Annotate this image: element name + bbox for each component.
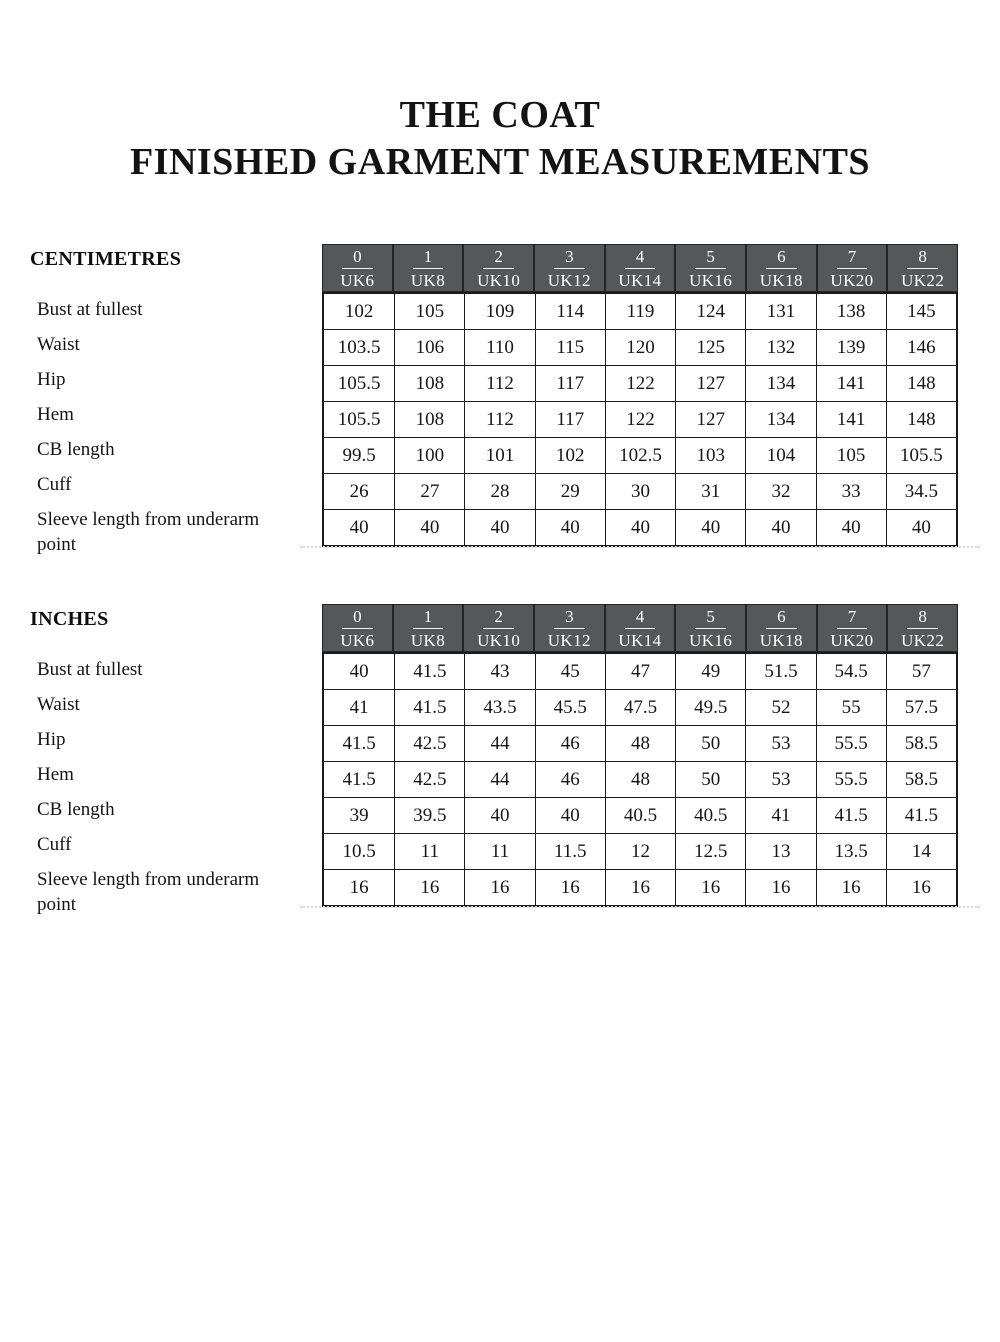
table-cell: 11: [464, 834, 534, 869]
table-cell: 40: [816, 510, 886, 545]
table-cell: 14: [886, 834, 956, 869]
table-cell: 40: [464, 510, 534, 545]
size-number: 7: [837, 247, 868, 269]
table-cell: 53: [745, 762, 815, 797]
table-row: [324, 725, 956, 761]
table-cell: 11.5: [535, 834, 605, 869]
table-cell: 103.5: [337, 336, 381, 358]
table-cell: 51.5: [745, 654, 815, 689]
size-header-cell: [606, 605, 675, 651]
table-cell: 46: [535, 726, 605, 761]
section-label-centimetres: CENTIMETRES: [30, 248, 182, 270]
table-cell: 41.5: [886, 798, 956, 833]
table-cell: 40.5: [675, 798, 745, 833]
row-label: Sleeve length from underarm point: [37, 869, 260, 915]
table-cell: 40: [675, 510, 745, 545]
table-cell: 43.5: [464, 690, 534, 725]
table-cell: 16: [675, 870, 745, 905]
table-cell: 44: [464, 726, 534, 761]
table-cell: 45: [535, 654, 605, 689]
table-cell: 134: [745, 366, 815, 401]
table-cell: 102.5: [605, 438, 675, 473]
table-cell: 28: [464, 474, 534, 509]
table-cell: 41.5: [342, 732, 376, 754]
table-cell: 148: [886, 366, 956, 401]
table-row: [324, 365, 956, 401]
table-cell: 101: [464, 438, 534, 473]
size-uk-label: UK20: [830, 630, 874, 650]
table-cell: 55: [816, 690, 886, 725]
table-cell: 42.5: [394, 762, 464, 797]
page-title-line1: THE COAT: [399, 94, 601, 136]
table-cell: 32: [745, 474, 815, 509]
size-number: 1: [413, 607, 444, 629]
size-uk-label: UK12: [547, 630, 591, 650]
table-cell: 47.5: [605, 690, 675, 725]
size-number: 2: [483, 247, 514, 269]
size-header-cell: [818, 605, 887, 651]
table-cell: 46: [535, 762, 605, 797]
table-cell: 114: [535, 294, 605, 329]
table-cell: 105: [394, 294, 464, 329]
table-cell: 100: [394, 438, 464, 473]
size-number: 4: [625, 607, 656, 629]
measurement-table-inches: [322, 652, 958, 907]
size-header-row-inches: [322, 604, 958, 652]
table-cell: 117: [535, 402, 605, 437]
table-cell: 48: [605, 762, 675, 797]
size-uk-label: UK16: [689, 630, 733, 650]
table-cell: 40: [535, 510, 605, 545]
row-label: Hip: [37, 729, 66, 750]
table-cell: 103: [675, 438, 745, 473]
table-cell: 41.5: [394, 654, 464, 689]
row-label: Cuff: [37, 834, 72, 855]
table-cell: 39: [349, 804, 369, 826]
measurement-table-centimetres: [322, 292, 958, 547]
size-uk-label: UK18: [759, 270, 803, 290]
size-number: 2: [483, 607, 514, 629]
table-cell: 112: [464, 366, 534, 401]
page-title: [0, 92, 1000, 186]
table-row: [324, 761, 956, 797]
table-cell: 141: [816, 366, 886, 401]
size-header-cell: [394, 605, 463, 651]
table-cell: 145: [886, 294, 956, 329]
table-cell: 141: [816, 402, 886, 437]
size-header-cell: [747, 245, 816, 291]
table-cell: 41: [349, 696, 369, 718]
size-number: 7: [837, 607, 868, 629]
table-cell: 40: [349, 516, 369, 538]
table-cell: 55.5: [816, 726, 886, 761]
table-cell: 16: [605, 870, 675, 905]
row-label: Waist: [37, 694, 80, 715]
table-cell: 131: [745, 294, 815, 329]
table-cell: 57.5: [886, 690, 956, 725]
table-cell: 50: [675, 762, 745, 797]
table-cell: 122: [605, 402, 675, 437]
table-cell: 50: [675, 726, 745, 761]
table-cell: 40: [745, 510, 815, 545]
table-row: [324, 689, 956, 725]
size-number: 5: [695, 247, 726, 269]
table-row: [324, 329, 956, 365]
size-number: 1: [413, 247, 444, 269]
table-cell: 16: [464, 870, 534, 905]
table-cell: 12.5: [675, 834, 745, 869]
table-cell: 99.5: [342, 444, 376, 466]
table-cell: 27: [394, 474, 464, 509]
size-uk-label: UK8: [410, 630, 446, 650]
table-cell: 105: [816, 438, 886, 473]
table-cell: 105.5: [337, 372, 381, 394]
table-cell: 127: [675, 366, 745, 401]
size-header-cell: [464, 245, 533, 291]
table-cell: 40: [349, 660, 369, 682]
table-cell: 125: [675, 330, 745, 365]
table-cell: 115: [535, 330, 605, 365]
table-cell: 122: [605, 366, 675, 401]
table-cell: 33: [816, 474, 886, 509]
table-cell: 102: [344, 300, 374, 322]
table-cell: 16: [535, 870, 605, 905]
table-cell: 105.5: [337, 408, 381, 430]
table-cell: 49.5: [675, 690, 745, 725]
row-label: Hem: [37, 764, 74, 785]
table-row: [324, 833, 956, 869]
size-header-cell: [888, 245, 957, 291]
table-cell: 49: [675, 654, 745, 689]
size-uk-label: UK6: [340, 270, 375, 290]
size-uk-label: UK18: [759, 630, 803, 650]
table-row: [324, 401, 956, 437]
table-cell: 13: [745, 834, 815, 869]
table-cell: 11: [394, 834, 464, 869]
size-header-cell: [535, 245, 604, 291]
table-cell: 41.5: [342, 768, 376, 790]
size-uk-label: UK8: [410, 270, 446, 290]
table-row: [324, 869, 956, 905]
table-cell: 13.5: [816, 834, 886, 869]
table-row: [324, 654, 956, 689]
table-cell: 40: [535, 798, 605, 833]
size-number: 3: [554, 607, 585, 629]
size-header-cell: [394, 245, 463, 291]
size-number: 3: [554, 247, 585, 269]
table-cell: 42.5: [394, 726, 464, 761]
table-cell: 106: [394, 330, 464, 365]
table-cell: 31: [675, 474, 745, 509]
table-cell: 48: [605, 726, 675, 761]
page-title-line2: FINISHED GARMENT MEASUREMENTS: [129, 141, 871, 183]
table-cell: 41: [745, 798, 815, 833]
row-label: CB length: [37, 799, 115, 820]
table-cell: 127: [675, 402, 745, 437]
table-cell: 16: [816, 870, 886, 905]
table-cell: 117: [535, 366, 605, 401]
table-cell: 54.5: [816, 654, 886, 689]
size-uk-label: UK14: [618, 270, 662, 290]
table-cell: 26: [349, 480, 369, 502]
table-cell: 43: [464, 654, 534, 689]
size-number: 4: [625, 247, 656, 269]
table-cell: 138: [816, 294, 886, 329]
table-cell: 40: [464, 798, 534, 833]
table-cell: 134: [745, 402, 815, 437]
table-cell: 40: [394, 510, 464, 545]
row-label: Sleeve length from underarm point: [37, 509, 260, 555]
size-header-cell: [323, 605, 392, 651]
size-uk-label: UK12: [547, 270, 591, 290]
table-cell: 109: [464, 294, 534, 329]
section-label-inches: INCHES: [30, 608, 109, 630]
size-header-row-centimetres: [322, 244, 958, 292]
row-label: Bust at fullest: [37, 299, 143, 320]
table-cell: 12: [605, 834, 675, 869]
table-cell: 34.5: [886, 474, 956, 509]
table-cell: 104: [745, 438, 815, 473]
table-cell: 16: [394, 870, 464, 905]
row-label: Bust at fullest: [37, 659, 143, 680]
size-header-cell: [888, 605, 957, 651]
size-uk-label: UK10: [477, 630, 521, 650]
table-row: [324, 509, 956, 545]
size-number: 0: [342, 247, 373, 269]
table-cell: 132: [745, 330, 815, 365]
table-cell: 57: [886, 654, 956, 689]
table-cell: 112: [464, 402, 534, 437]
table-cell: 44: [464, 762, 534, 797]
row-label: CB length: [37, 439, 115, 460]
size-uk-label: UK14: [618, 630, 662, 650]
size-header-cell: [676, 605, 745, 651]
table-cell: 53: [745, 726, 815, 761]
table-bottom-dotted-line: [300, 906, 980, 908]
table-cell: 108: [394, 402, 464, 437]
table-cell: 40.5: [605, 798, 675, 833]
row-label: Waist: [37, 334, 80, 355]
table-cell: 10.5: [342, 840, 376, 862]
table-cell: 110: [464, 330, 534, 365]
table-cell: 47: [605, 654, 675, 689]
table-cell: 124: [675, 294, 745, 329]
table-cell: 41.5: [394, 690, 464, 725]
table-cell: 30: [605, 474, 675, 509]
table-row: [324, 473, 956, 509]
size-number: 6: [766, 607, 797, 629]
size-header-cell: [606, 245, 675, 291]
size-header-cell: [676, 245, 745, 291]
table-cell: 146: [886, 330, 956, 365]
table-cell: 58.5: [886, 762, 956, 797]
size-number: 0: [342, 607, 373, 629]
size-number: 5: [695, 607, 726, 629]
table-cell: 45.5: [535, 690, 605, 725]
size-uk-label: UK16: [689, 270, 733, 290]
table-cell: 16: [886, 870, 956, 905]
table-cell: 40: [605, 510, 675, 545]
size-header-cell: [818, 245, 887, 291]
size-header-cell: [323, 245, 392, 291]
table-cell: 58.5: [886, 726, 956, 761]
table-cell: 41.5: [816, 798, 886, 833]
size-number: 8: [907, 247, 938, 269]
table-cell: 55.5: [816, 762, 886, 797]
size-uk-label: UK22: [901, 270, 945, 290]
table-bottom-dotted-line: [300, 546, 980, 548]
table-cell: 119: [605, 294, 675, 329]
size-header-cell: [464, 605, 533, 651]
size-uk-label: UK6: [340, 630, 375, 650]
table-cell: 120: [605, 330, 675, 365]
row-label: Cuff: [37, 474, 72, 495]
table-cell: 108: [394, 366, 464, 401]
size-uk-label: UK22: [901, 630, 945, 650]
size-uk-label: UK20: [830, 270, 874, 290]
table-cell: 16: [745, 870, 815, 905]
table-cell: 148: [886, 402, 956, 437]
table-cell: 40: [886, 510, 956, 545]
size-number: 6: [766, 247, 797, 269]
table-cell: 105.5: [886, 438, 956, 473]
table-cell: 52: [745, 690, 815, 725]
table-row: [324, 437, 956, 473]
table-cell: 139: [816, 330, 886, 365]
size-header-cell: [535, 605, 604, 651]
table-cell: 39.5: [394, 798, 464, 833]
table-cell: 102: [535, 438, 605, 473]
table-cell: 16: [349, 876, 369, 898]
size-header-cell: [747, 605, 816, 651]
size-number: 8: [907, 607, 938, 629]
row-label: Hip: [37, 369, 66, 390]
table-row: [324, 294, 956, 329]
row-label: Hem: [37, 404, 74, 425]
table-row: [324, 797, 956, 833]
table-cell: 29: [535, 474, 605, 509]
size-uk-label: UK10: [477, 270, 521, 290]
